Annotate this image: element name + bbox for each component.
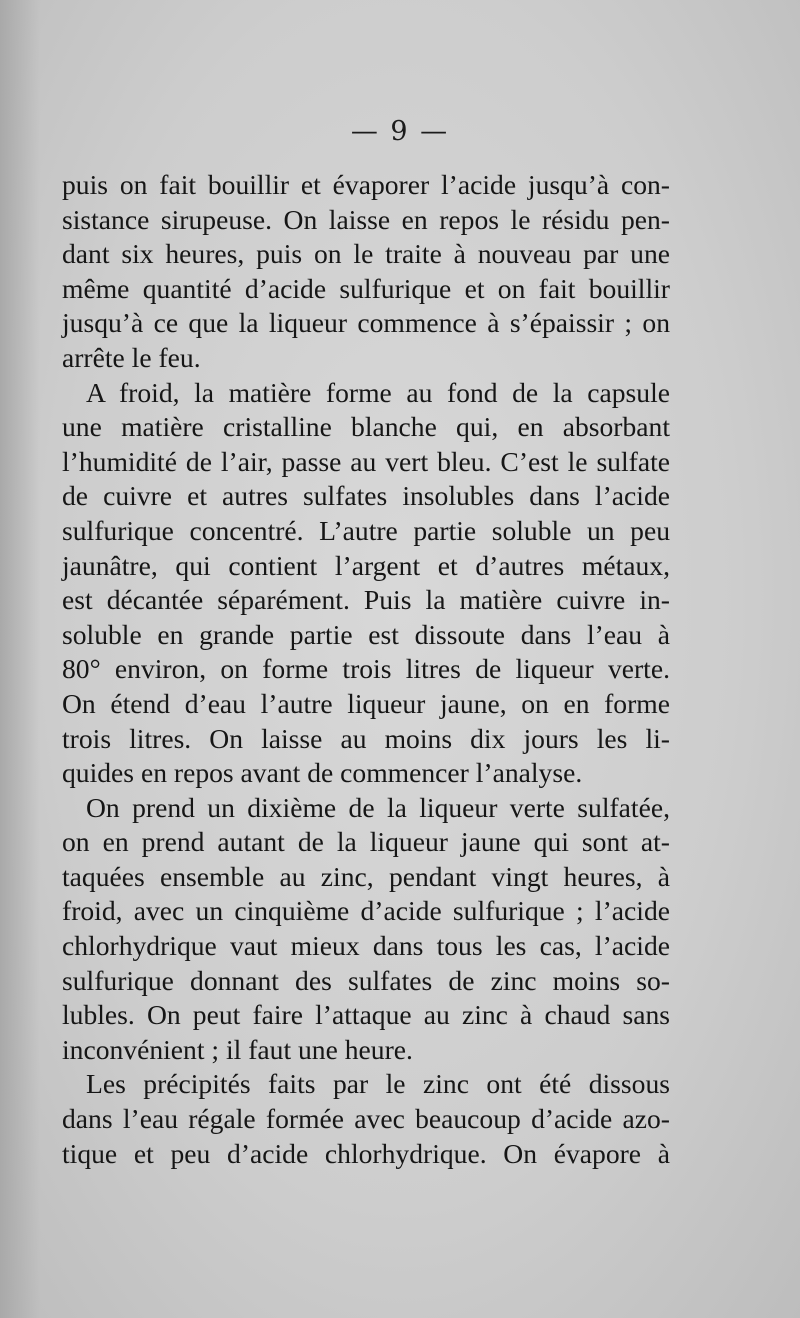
text-line: même quantité d’acide sulfurique et on fait bouillir xyxy=(62,272,670,304)
text-line: 80° environ, on forme trois litres de liqueur verte. xyxy=(62,653,670,685)
text-line: arrête le feu. xyxy=(62,341,201,373)
text-line: puis on fait bouillir et évaporer l’acide jusqu’à con- xyxy=(62,169,670,200)
page-number: — 9 — xyxy=(350,116,450,147)
text-line: jusqu’à ce que la liqueur commence à s’épaissir ; on xyxy=(62,307,670,339)
text-line: sulfurique donnant des sulfates de zinc moins so- xyxy=(62,964,670,996)
text-line: dant six heures, puis on le traite à nouveau par une xyxy=(62,238,670,270)
text-line: l’humidité de l’air, passe au vert bleu. C’est le sulfate xyxy=(62,445,670,477)
text-line: inconvénient ; il faut une heure. xyxy=(62,1033,413,1065)
text-line: jaunâtre, qui contient l’argent et d’autres métaux, xyxy=(62,549,670,581)
text-line: soluble en grande partie est dissoute dans l’eau à xyxy=(62,618,670,650)
text-line: On étend d’eau l’autre liqueur jaune, on en forme xyxy=(62,687,670,719)
text-line: on en prend autant de la liqueur jaune qui sont at- xyxy=(62,826,670,858)
text-line: sulfurique concentré. L’autre partie soluble un peu xyxy=(62,514,670,546)
page-gutter-shadow xyxy=(0,0,40,1318)
text-line: tique et peu d’acide chlorhydrique. On évapore à xyxy=(62,1137,670,1169)
text-line: Les précipités faits par le zinc ont été dissous xyxy=(86,1068,670,1100)
text-line: froid, avec un cinquième d’acide sulfurique ; l’acide xyxy=(62,895,670,927)
text-line: quides en repos avant de commencer l’analyse. xyxy=(62,757,583,789)
text-line: trois litres. On laisse au moins dix jours les li- xyxy=(62,722,670,754)
text-line: taquées ensemble au zinc, pendant vingt heures, à xyxy=(62,860,670,892)
body-text xyxy=(62,168,670,1171)
text-line: est décantée séparément. Puis la matière cuivre in- xyxy=(62,584,670,616)
text-line: On prend un dixième de la liqueur verte sulfatée, xyxy=(86,791,670,823)
text-line: de cuivre et autres sulfates insolubles dans l’acide xyxy=(62,480,670,512)
text-line: une matière cristalline blanche qui, en absorbant xyxy=(62,411,670,443)
text-line: lubles. On peut faire l’attaque au zinc à chaud sans xyxy=(62,999,670,1031)
text-line: dans l’eau régale formée avec beaucoup d’acide azo- xyxy=(62,1103,670,1135)
text-line: sistance sirupeuse. On laisse en repos le résidu pen- xyxy=(62,203,670,235)
text-line: chlorhydrique vaut mieux dans tous les cas, l’acide xyxy=(62,930,670,962)
text-line: A froid, la matière forme au fond de la capsule xyxy=(86,376,670,408)
